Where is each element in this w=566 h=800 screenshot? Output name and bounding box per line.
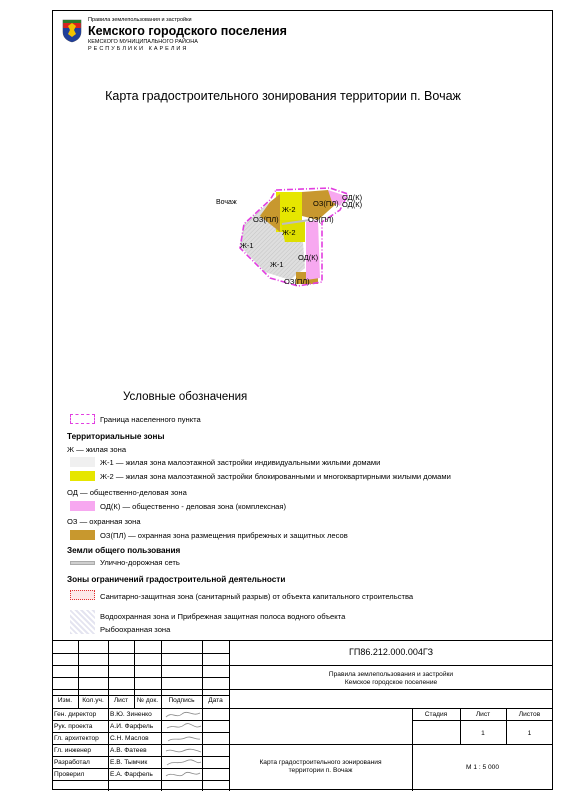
sheet-value: 1	[481, 730, 485, 737]
header-line-1: Правила землепользования и застройки	[88, 17, 192, 23]
signature-image	[164, 723, 204, 731]
legend-water-protection: Водоохранная зона и Прибрежная защитная полоса водного объекта	[100, 612, 346, 621]
scale-value: М 1 : 5 000	[466, 764, 499, 771]
legend-street: Улично-дорожная сеть	[100, 558, 180, 567]
col-header: Изм.	[57, 697, 73, 704]
zone-label: Ж-2	[282, 228, 296, 237]
legend-zh-group: Ж — жилая зона	[67, 445, 127, 454]
col-header: Подпись	[168, 697, 195, 704]
zh1-swatch	[70, 457, 95, 467]
legend-public-header: Земли общего пользования	[67, 546, 181, 555]
header-title: Кемского городского поселения	[88, 24, 287, 38]
zone-label: ОЗ(ПЛ)	[284, 277, 310, 286]
settlement-label: Вочаж	[216, 199, 237, 206]
zone-label: ОЗ(ПЛ)	[308, 215, 334, 224]
zone-label: ОЗ(ПЛ)	[253, 215, 279, 224]
doc-title-line-2: территории п. Вочаж	[288, 767, 353, 774]
zh2-swatch	[70, 471, 95, 481]
col-header: Дата	[208, 697, 223, 704]
signature-image	[164, 759, 204, 767]
zone-odk-east	[306, 220, 320, 280]
zone-label: Ж-1	[240, 241, 254, 250]
role-name: В.Ю. Зиненко	[110, 711, 152, 718]
legend-zh1: Ж-1 — жилая зона малоэтажной застройки индивидуальными жилыми домами	[100, 458, 381, 467]
legend-sanitary: Санитарно-защитная зона (санитарный разрыв) от объекта капитального строительства	[100, 592, 414, 601]
role-name: А.В. Фатеев	[110, 747, 147, 754]
legend-boundary: Граница населенного пункта	[100, 415, 201, 424]
header-line-4: РЕСПУБЛИКИ КАРЕЛИЯ	[88, 46, 189, 52]
role-label: Ген. директор	[54, 711, 97, 718]
stage-label: Стадия	[424, 711, 448, 718]
role-name: Е.А. Фарфель	[110, 771, 153, 778]
sheet-label: Лист	[475, 711, 491, 718]
role-label: Разработал	[54, 759, 90, 766]
legend-od-group: ОД — общественно-деловая зона	[67, 488, 187, 497]
signature-image	[164, 771, 204, 779]
legend-odk: ОД(К) — общественно - деловая зона (комплексная)	[100, 502, 287, 511]
water-swatch	[70, 610, 95, 634]
legend-fish-protection: Рыбоохранная зона	[100, 625, 171, 634]
document-code: ГП86.212.000.004ГЗ	[348, 647, 433, 657]
odk-swatch	[70, 501, 95, 511]
zoning-map	[210, 180, 363, 295]
legend-territorial-header: Территориальные зоны	[67, 432, 165, 441]
legend-ozpl: ОЗ(ПЛ) — охранная зона размещения прибрежных и защитных лесов	[100, 531, 348, 540]
zone-label: Ж-1	[270, 260, 284, 269]
project-line-2: Кемское городское поселение	[344, 679, 438, 686]
street-swatch	[70, 561, 95, 565]
legend-title: Условные обозначения	[123, 391, 248, 403]
zone-label: ОД(К)	[342, 200, 363, 209]
role-label: Рук. проекта	[54, 723, 93, 730]
map-title: Карта градостроительного зонирования территории п. Вочаж	[105, 89, 461, 103]
zone-label: ОД(К)	[342, 193, 363, 202]
ozpl-swatch	[70, 530, 95, 540]
boundary-swatch	[70, 414, 95, 424]
role-name: Е.В. Тымчик	[110, 759, 148, 766]
zone-label: ОД(К)	[298, 253, 319, 262]
signature-image	[164, 735, 204, 743]
sheets-label: Листов	[518, 711, 541, 718]
role-label: Гл. архитектор	[54, 735, 99, 742]
sanitary-swatch	[70, 590, 95, 600]
role-name: А.И. Фарфель	[110, 723, 154, 730]
col-header: Кол.уч.	[82, 697, 104, 704]
signature-image	[164, 711, 204, 719]
signature-image	[164, 747, 204, 755]
zone-label: Ж-2	[282, 205, 296, 214]
coat-of-arms-icon	[62, 19, 82, 43]
col-header: № док.	[136, 697, 159, 704]
legend-zh2: Ж-2 — жилая зона малоэтажной застройки блокированными и многоквартирными жилыми домами	[100, 472, 451, 481]
title-block	[52, 640, 553, 790]
col-header: Лист	[113, 697, 129, 704]
role-name: С.Н. Маслов	[110, 735, 149, 742]
role-label: Проверил	[54, 771, 85, 778]
zone-label: ОЗ(ПЛ)	[313, 199, 339, 208]
role-label: Гл. инженер	[54, 747, 92, 754]
legend-restrictions-header: Зоны ограничений градостроительной деятельности	[67, 575, 286, 584]
sheets-value: 1	[527, 730, 532, 737]
legend-oz-group: ОЗ — охранная зона	[67, 517, 141, 526]
header-line-3: КЕМСКОГО МУНИЦИПАЛЬНОГО РАЙОНА	[88, 39, 198, 45]
doc-title-line-1: Карта градостроительного зонирования	[259, 759, 382, 766]
project-line-1: Правила землепользования и застройки	[328, 671, 454, 678]
